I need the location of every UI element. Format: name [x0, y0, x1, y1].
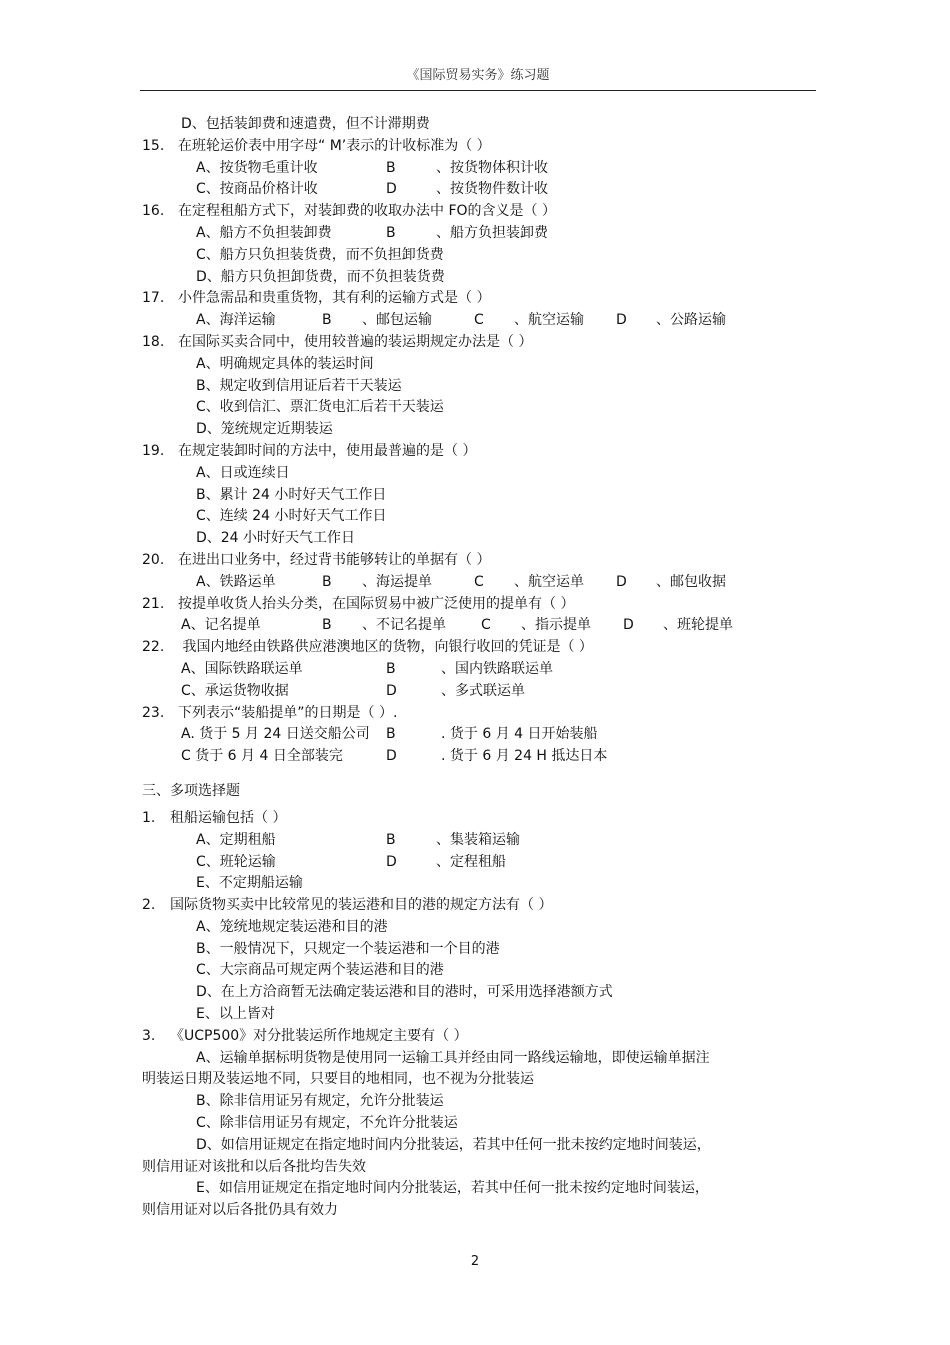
option-line	[0, 376, 950, 398]
option-text: E、如信用证规定在指定地时间内分批装运，若其中任何一批未按约定地时间装运，	[196, 1180, 709, 1197]
option-line	[0, 1135, 950, 1157]
question-number: 18.	[142, 333, 165, 350]
option-text: 、海运提单	[362, 573, 432, 590]
option-text: C、船方只负担装货费，而不负担卸货费	[196, 246, 444, 263]
option-line	[0, 245, 950, 267]
option-line	[0, 873, 950, 895]
option-line	[0, 463, 950, 485]
option-line	[0, 485, 950, 507]
option-text: D、如信用证规定在指定地时间内分批装运，若其中任何一批未按约定地时间装运，	[196, 1136, 711, 1153]
option-text: D	[386, 853, 397, 870]
question-text: 在国际买卖合同中，使用较普遍的装运期规定办法是（ ）	[178, 333, 533, 350]
option-text: D	[616, 573, 627, 590]
option-text: D、包括装卸费和速遣费，但不计滞期费	[181, 116, 430, 132]
option-line	[0, 1178, 950, 1200]
option-line	[0, 960, 950, 982]
option-line	[0, 572, 950, 594]
option-text: D	[386, 181, 397, 198]
question-text: 下列表示“装船提单”的日期是（ ）.	[178, 704, 398, 721]
option-text: C、除非信用证另有规定，不允许分批装运	[196, 1115, 458, 1132]
section-heading: 三、多项选择题	[142, 782, 240, 799]
option-text: 、邮包收据	[656, 573, 726, 590]
option-text: 明装运日期及装运地不同，只要目的地相同，也不视为分批装运	[142, 1071, 534, 1088]
option-text: 、按货物件数计收	[436, 181, 548, 198]
option-line	[0, 681, 950, 703]
option-text: A、笼统地规定装运港和目的港	[196, 918, 388, 935]
option-line	[0, 939, 950, 961]
question-number: 16.	[142, 203, 165, 220]
option-text: D	[386, 682, 397, 699]
option-text: 、国内铁路联运单	[441, 660, 553, 677]
option-line	[0, 917, 950, 939]
option-text: 、邮包运输	[362, 312, 432, 329]
option-text: C	[474, 573, 484, 590]
option-line	[0, 114, 950, 136]
question-line	[0, 136, 950, 158]
question-number: 17.	[142, 290, 165, 307]
option-text: D、24 小时好天气工作日	[196, 530, 356, 547]
question-number: 23.	[142, 704, 165, 721]
page-number: 2	[470, 1254, 480, 1269]
option-line	[0, 1048, 950, 1070]
option-line	[0, 1091, 950, 1113]
question-number: 21.	[142, 595, 165, 612]
option-line	[0, 223, 950, 245]
option-text: 、集装箱运输	[436, 831, 520, 848]
option-text: A、按货物毛重计收	[196, 159, 318, 176]
option-text: A、记名提单	[181, 617, 261, 634]
option-text: C、承运货物收据	[181, 682, 289, 699]
option-continuation-line	[0, 1069, 950, 1091]
option-line	[0, 1004, 950, 1026]
question-text: 《UCP500》对分批装运所作地规定主要有（ ）	[170, 1027, 468, 1044]
option-line	[0, 852, 950, 874]
option-text: 、不记名提单	[362, 617, 446, 634]
option-text: E、不定期船运输	[196, 875, 303, 892]
option-text: A、船方不负担装卸费	[196, 224, 332, 241]
question-text: 租船运输包括（ ）	[170, 809, 287, 826]
question-line	[0, 808, 950, 830]
option-text: 、按货物体积计收	[436, 159, 548, 176]
page-header-title: 《国际贸易实务》练习题	[406, 68, 550, 83]
option-text: B	[322, 312, 332, 329]
question-line	[0, 703, 950, 725]
option-line	[0, 982, 950, 1004]
document-body	[0, 114, 950, 1222]
question-text: 我国内地经由铁路供应港澳地区的货物，向银行收回的凭证是（ ）	[178, 639, 593, 656]
option-text: B	[386, 726, 396, 743]
question-text: 在规定装卸时间的方法中，使用最普遍的是（ ）	[178, 442, 477, 459]
option-continuation-line	[0, 1157, 950, 1179]
option-text: C、收到信汇、票汇货电汇后若干天装运	[196, 399, 444, 416]
option-text: C、连续 24 小时好天气工作日	[196, 508, 387, 525]
question-line	[0, 441, 950, 463]
option-text: 、航空运单	[514, 573, 584, 590]
option-text: C、按商品价格计收	[196, 181, 318, 198]
question-number: 1.	[142, 809, 156, 826]
option-text: 、指示提单	[521, 617, 591, 634]
question-text: 国际货物买卖中比较常见的装运港和目的港的规定方法有（ ）	[170, 897, 553, 914]
option-text: D、船方只负担卸货费，而不负担装货费	[196, 268, 445, 285]
option-continuation-line	[0, 1200, 950, 1222]
option-line	[0, 158, 950, 180]
option-text: D、在上方洽商暂无法确定装运港和目的港时，可采用选择港额方式	[196, 984, 613, 1001]
option-text: 则信用证对该批和以后各批均告失效	[142, 1158, 366, 1175]
question-text: 在班轮运价表中用字母“ M’表示的计收标准为（ ）	[178, 137, 491, 154]
option-line	[0, 659, 950, 681]
option-text: 、航空运输	[514, 312, 584, 329]
option-text: B	[386, 831, 396, 848]
option-text: E、以上皆对	[196, 1006, 275, 1023]
option-text: 、多式联运单	[441, 682, 525, 699]
option-text: B、除非信用证另有规定，允许分批装运	[196, 1093, 444, 1110]
question-line	[0, 895, 950, 917]
question-line	[0, 550, 950, 572]
question-number: 3.	[142, 1027, 156, 1044]
option-text: 、公路运输	[656, 312, 726, 329]
option-text: C、班轮运输	[196, 853, 276, 870]
option-text: A、定期租船	[196, 831, 276, 848]
question-number: 15.	[142, 137, 165, 154]
option-text: D	[386, 748, 397, 765]
option-line	[0, 1113, 950, 1135]
option-text: B	[322, 617, 332, 634]
option-text: 、定程租船	[436, 853, 506, 870]
question-line	[0, 201, 950, 223]
option-line	[0, 746, 950, 768]
option-line	[0, 354, 950, 376]
option-text: A、运输单据标明货物是使用同一运输工具并经由同一路线运输地，即使运输单据注	[196, 1049, 710, 1066]
question-text: 按提单收货人抬头分类，在国际贸易中被广泛使用的提单有（ ）	[178, 595, 575, 612]
question-line	[0, 288, 950, 310]
option-line	[0, 310, 950, 332]
option-text: B、累计 24 小时好天气工作日	[196, 486, 387, 503]
option-line	[0, 397, 950, 419]
option-line	[0, 724, 950, 746]
option-text: B	[386, 660, 396, 677]
question-number: 19.	[142, 442, 165, 459]
option-line	[0, 419, 950, 441]
option-line	[0, 528, 950, 550]
option-text: B、一般情况下，只规定一个装运港和一个目的港	[196, 940, 500, 957]
option-text: 则信用证对以后各批仍具有效力	[142, 1202, 338, 1219]
option-text: A、铁路运单	[196, 573, 276, 590]
question-text: 在定程租船方式下，对装卸费的收取办法中 FO的含义是（ ）	[178, 203, 556, 220]
option-line	[0, 615, 950, 637]
option-text: C、大宗商品可规定两个装运港和目的港	[196, 962, 444, 979]
question-number: 20.	[142, 551, 165, 568]
question-line	[0, 637, 950, 659]
option-line	[0, 506, 950, 528]
question-line	[0, 594, 950, 616]
question-number: 22.	[142, 639, 165, 656]
question-text: 在进出口业务中，经过背书能够转让的单据有（ ）	[178, 551, 491, 568]
option-text: B、规定收到信用证后若干天装运	[196, 377, 402, 394]
option-text: D、笼统规定近期装运	[196, 421, 333, 438]
option-text: C	[474, 312, 484, 329]
question-number: 2.	[142, 897, 156, 914]
option-text: . 货于 6 月 4 日开始装船	[441, 726, 598, 743]
option-text: A. 货于 5 月 24 日送交船公司	[181, 726, 370, 743]
option-text: 、班轮提单	[663, 617, 733, 634]
option-text: B	[386, 159, 396, 176]
option-text: C	[481, 617, 491, 634]
header-rule	[140, 90, 816, 91]
option-text: B	[322, 573, 332, 590]
option-line	[0, 267, 950, 289]
option-text: A、海洋运输	[196, 312, 276, 329]
option-text: 、船方负担装卸费	[436, 224, 548, 241]
question-line	[0, 1026, 950, 1048]
question-text: 小件急需品和贵重货物，其有利的运输方式是（ ）	[178, 290, 491, 307]
option-line	[0, 179, 950, 201]
option-text: A、国际铁路联运单	[181, 660, 303, 677]
option-text: . 货于 6 月 24 H 抵达日本	[441, 748, 608, 765]
option-text: A、明确规定具体的装运时间	[196, 355, 374, 372]
option-text: D	[623, 617, 634, 634]
option-text: D	[616, 312, 627, 329]
question-line	[0, 332, 950, 354]
option-text: A、日或连续日	[196, 464, 290, 481]
option-text: C 货于 6 月 4 日全部装完	[181, 748, 343, 765]
option-text: B	[386, 224, 396, 241]
option-line	[0, 830, 950, 852]
